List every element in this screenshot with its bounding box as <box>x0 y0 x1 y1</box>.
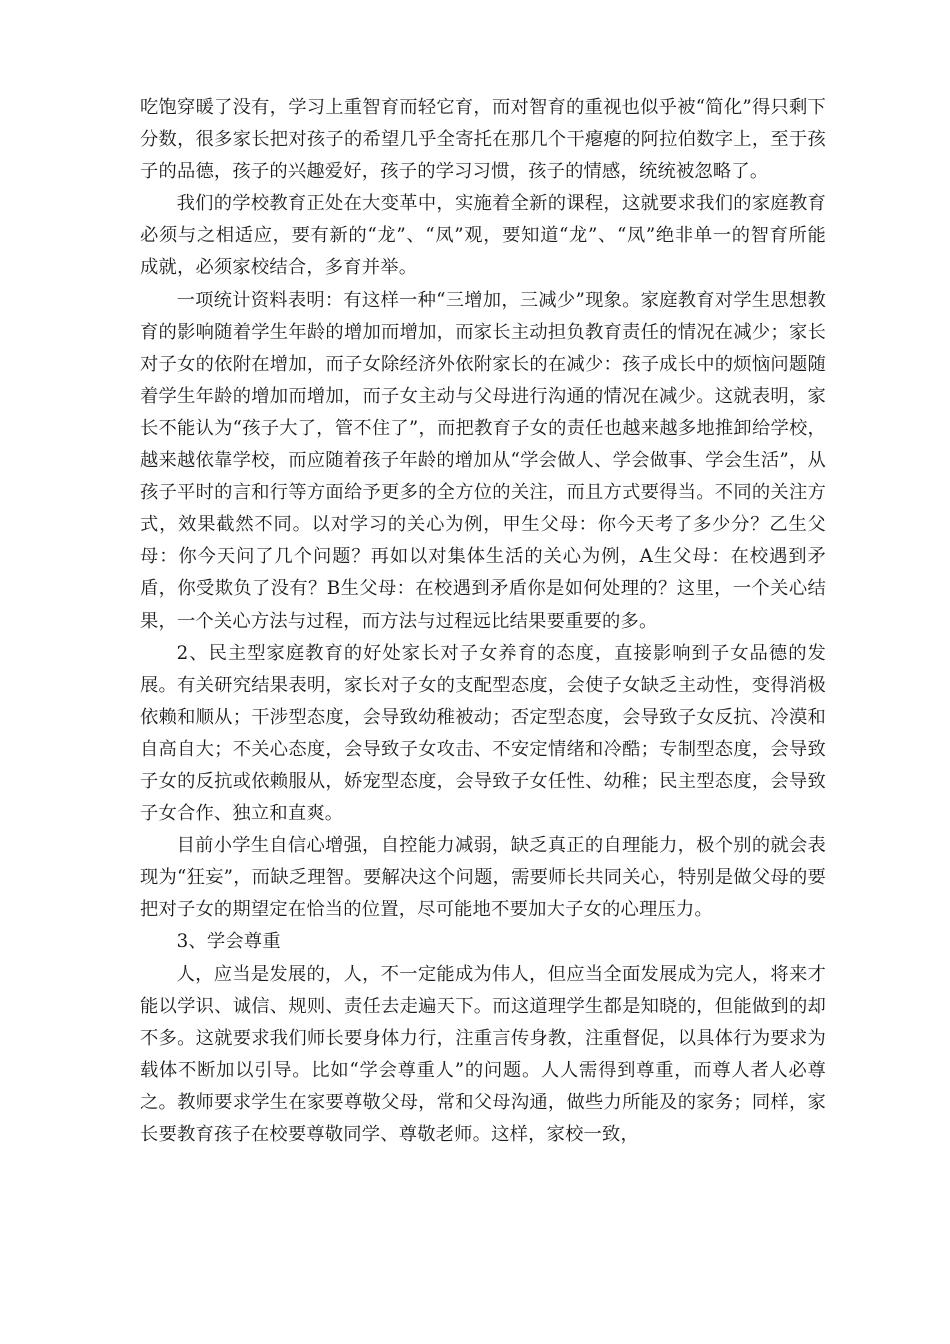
document-body <box>140 92 826 1151</box>
paragraph-school-reform: 我们的学校教育正处在大变革中，实施着全新的课程，这就要求我们的家庭教育必须与之相适应，要有新的“龙”、“凤”观，要知道“龙”、“凤”绝非单一的智育所能成就，必须家校结合，多育并举。 <box>140 193 826 279</box>
paragraph-self-confidence: 目前小学生自信心增强，自控能力减弱，缺乏真正的自理能力，极个别的就会表现为“狂妄”，而缺乏理智。要解决这个问题，需要师长共同关心，特别是做父母的要把对子女的期望定在恰当的位置，尽可能地不要加大子女的心理压力。 <box>140 835 826 921</box>
section-heading-respect: 3、学会尊重 <box>176 931 281 953</box>
paragraph-democratic-family: 2、民主型家庭教育的好处家长对子女养育的态度，直接影响到子女品德的发展。有关研究结果表明，家长对子女的支配型态度，会使子女缺乏主动性，变得消极依赖和顺从；干涉型态度，会导致幼稚被动；否定型态度，会导致子女反抗、冷漠和自高自大；不关心态度，会导致子女攻击、不安定情绪和冷酷；专制型态度，会导致子女的反抗或依赖服从，娇宠型态度，会导致子女任性、幼稚；民主型态度，会导致子女合作、独立和直爽。 <box>140 642 826 825</box>
paragraph-continued: 吃饱穿暖了没有，学习上重智育而轻它育，而对智育的重视也似乎被“简化”得只剩下分数，很多家长把对孩子的希望几乎全寄托在那几个干瘪瘪的阿拉伯数字上，至于孩子的品德，孩子的兴趣爱好，孩子的学习习惯，孩子的情感，统统被忽略了。 <box>140 97 826 183</box>
paragraph-respect: 人，应当是发展的，人，不一定能成为伟人，但应当全面发展成为完人，将来才能以学识、诚信、规则、责任去走遍天下。而这道理学生都是知晓的，但能做到的却不多。这就要求我们师长要身体力行，注重言传身教，注重督促，以具体行为要求为载体不断加以引导。比如“学会尊重人”的问题。人人需得到尊重，而尊人者人必尊之。教师要求学生在家要尊敬父母，常和父母沟通，做些力所能及的家务；同样，家长要教育孩子在校要尊敬同学、尊敬老师。这样，家校一致， <box>140 963 826 1145</box>
paragraph-statistics: 一项统计资料表明：有这样一种“三增加，三减少”现象。家庭教育对学生思想教育的影响随着学生年龄的增加而增加，而家长主动担负教育责任的情况在减少；家长对子女的依附在增加，而子女除经济外依附家长的在减少：孩子成长中的烦恼问题随着学生年龄的增加而增加，而子女主动与父母进行沟通的情况在减少。这就表明，家长不能认为“孩子大了，管不住了”，而把教育子女的责任也越来越多地推卸给学校，越来越依靠学校，而应随着孩子年龄的增加从“学会做人、学会做事、学会生活”，从孩子平时的言和行等方面给予更多的全方位的关注，而且方式要得当。不同的关注方式，效果截然不同。以对学习的关心为例，甲生父母：你今天考了多少分？乙生父母：你今天问了几个问题？再如以对集体生活的关心为例，A生父母：在校遇到矛盾，你受欺负了没有？B生父母：在校遇到矛盾你是如何处理的？这里，一个关心结果，一个关心方法与过程，而方法与过程远比结果要重要的多。 <box>140 289 826 632</box>
